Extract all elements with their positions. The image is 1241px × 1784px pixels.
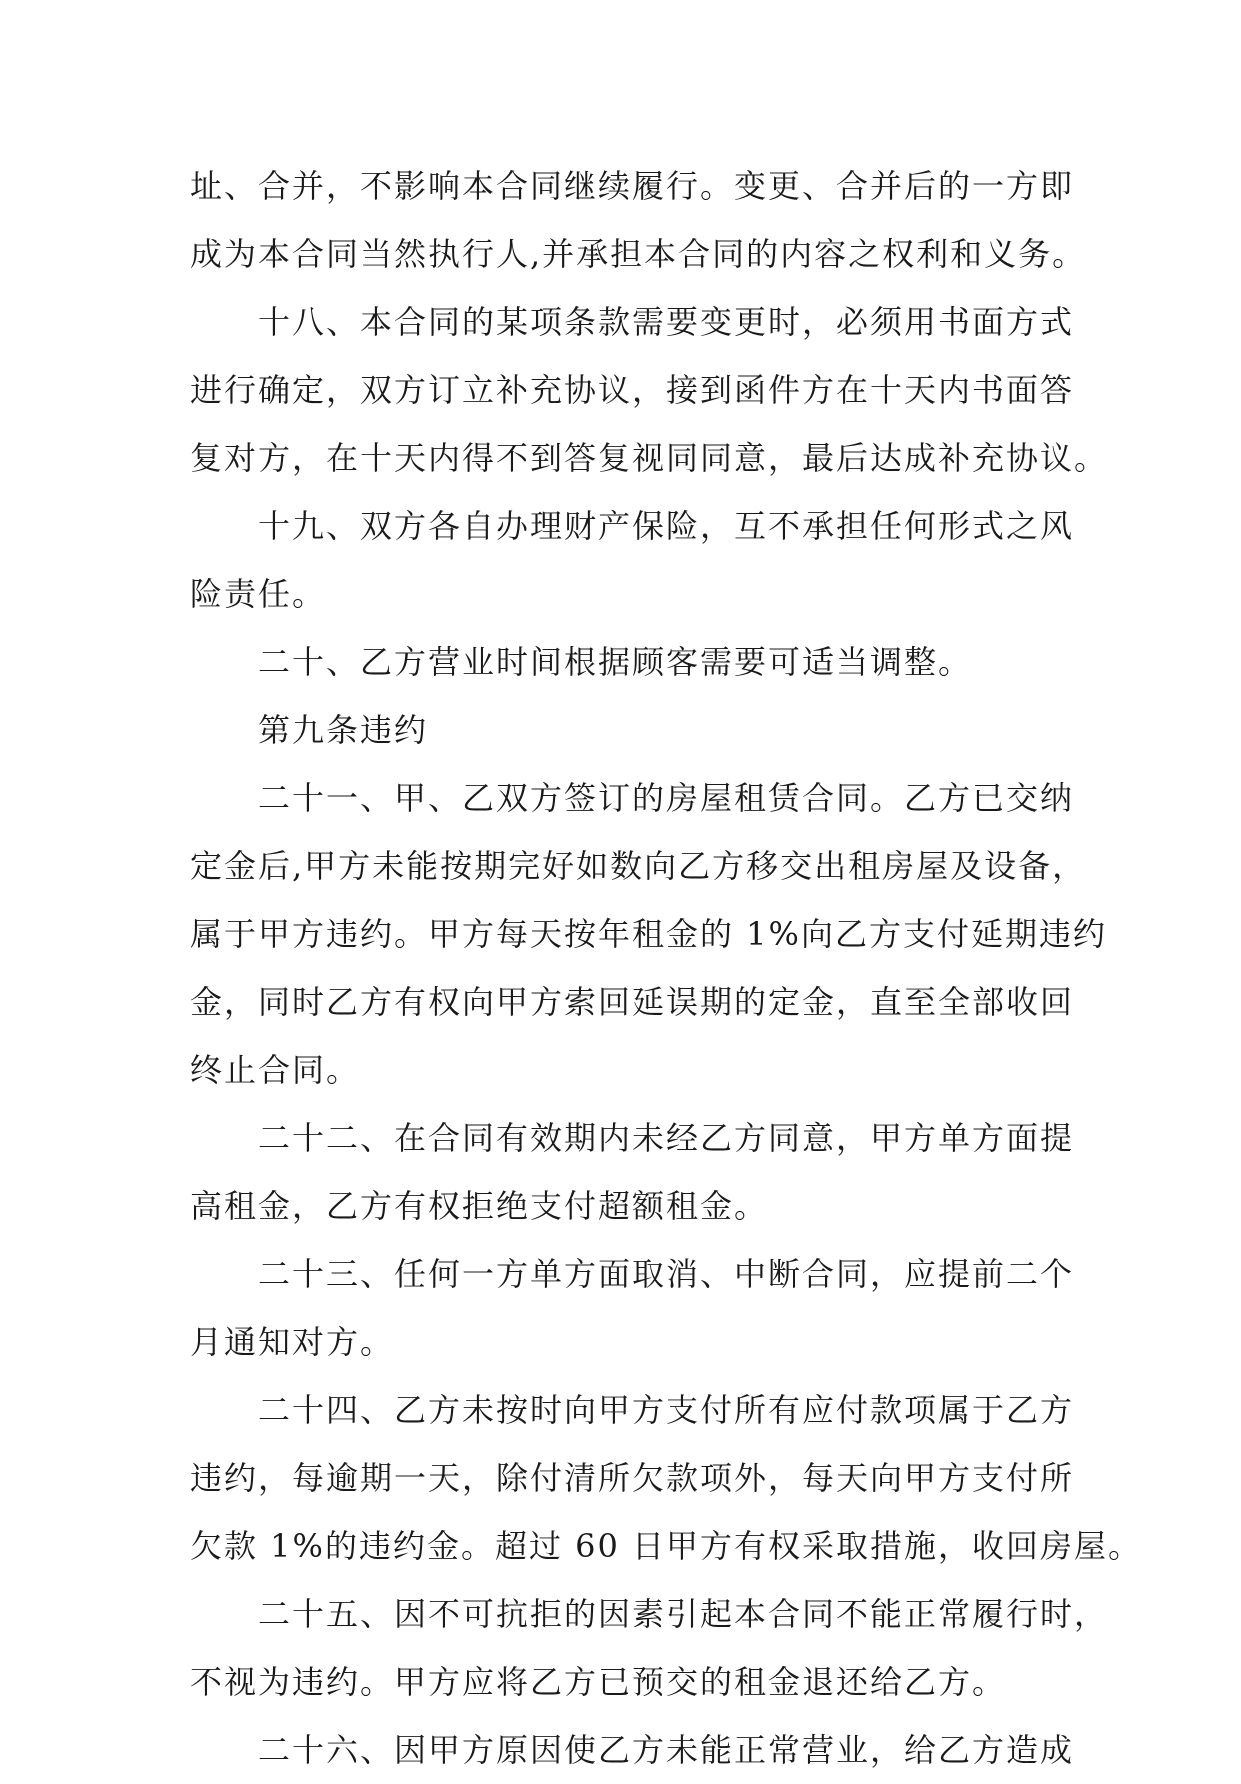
text-line: 进行确定，双方订立补充协议，接到函件方在十天内书面答 xyxy=(190,371,1075,409)
text-line: 险责任。 xyxy=(190,575,327,613)
clause-18-line: 十八、本合同的某项条款需要变更时，必须用书面方式 xyxy=(258,303,1075,341)
text-line: 不视为违约。甲方应将乙方已预交的租金退还给乙方。 xyxy=(190,1663,1007,1701)
contract-text xyxy=(190,152,1143,1784)
clause-19-line: 十九、双方各自办理财产保险，互不承担任何形式之风 xyxy=(258,507,1075,545)
text-line: 高租金，乙方有权拒绝支付超额租金。 xyxy=(190,1187,769,1225)
clause-21-line: 二十一、甲、乙双方签订的房屋租赁合同。乙方已交纳 xyxy=(258,779,1075,817)
clause-26-line: 二十六、因甲方原因使乙方未能正常营业，给乙方造成 xyxy=(258,1731,1075,1769)
text-line: 金，同时乙方有权向甲方索回延误期的定金，直至全部收回 xyxy=(190,983,1075,1021)
clause-24-line: 二十四、乙方未按时向甲方支付所有应付款项属于乙方 xyxy=(258,1391,1075,1429)
text-line: 定金后,甲方未能按期完好如数向乙方移交出租房屋及设备， xyxy=(190,847,1087,885)
section-heading: 第九条违约 xyxy=(258,711,429,749)
text-line: 成为本合同当然执行人,并承担本合同的内容之权利和义务。 xyxy=(190,235,1087,273)
text-line: 欠款 1%的违约金。超过 60 日甲方有权采取措施，收回房屋。 xyxy=(190,1527,1143,1565)
text-line: 终止合同。 xyxy=(190,1051,361,1089)
clause-25-line: 二十五、因不可抗拒的因素引起本合同不能正常履行时， xyxy=(258,1595,1109,1633)
text-line: 月通知对方。 xyxy=(190,1323,395,1361)
clause-23-line: 二十三、任何一方单方面取消、中断合同，应提前二个 xyxy=(258,1255,1075,1293)
clause-20-line: 二十、乙方营业时间根据顾客需要可适当调整。 xyxy=(258,643,973,681)
text-line: 址、合并，不影响本合同继续履行。变更、合并后的一方即 xyxy=(190,167,1075,205)
clause-22-line: 二十二、在合同有效期内未经乙方同意，甲方单方面提 xyxy=(258,1119,1075,1157)
text-line: 复对方，在十天内得不到答复视同同意，最后达成补充协议。 xyxy=(190,439,1109,477)
text-line: 属于甲方违约。甲方每天按年租金的 1%向乙方支付延期违约 xyxy=(190,915,1107,953)
text-line: 违约，每逾期一天，除付清所欠款项外，每天向甲方支付所 xyxy=(190,1459,1075,1497)
